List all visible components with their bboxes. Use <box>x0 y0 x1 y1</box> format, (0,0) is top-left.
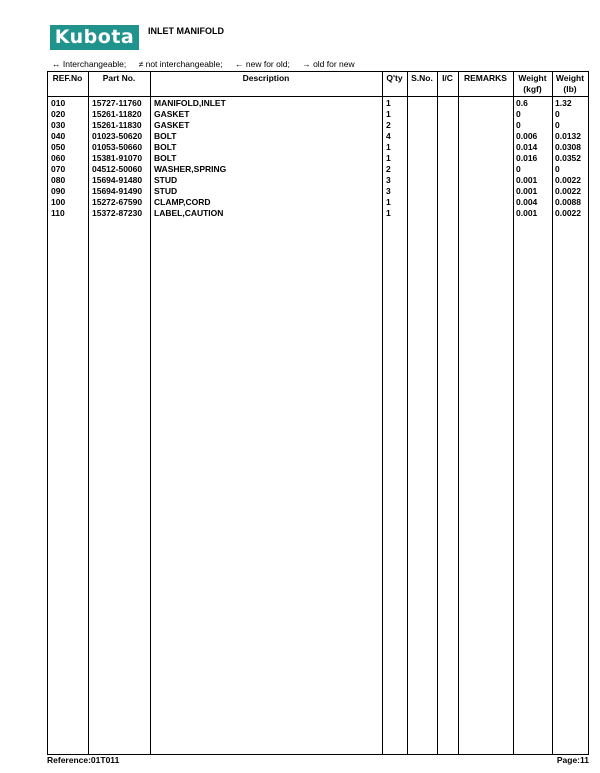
cell-weight-lb: 0 <box>555 120 560 130</box>
cell-weight-lb: 0.0132 <box>555 131 581 141</box>
cell-weight-lb: 0 <box>555 109 560 119</box>
cell-weight-kgf: 0.006 <box>516 131 538 141</box>
cell-qty: 2 <box>386 120 391 130</box>
cell-ref-no: 060 <box>51 153 66 163</box>
cell-description: CLAMP,CORD <box>154 197 211 207</box>
table-row <box>47 131 589 142</box>
cell-weight-kgf: 0.001 <box>516 208 538 218</box>
cell-part-no: 15727-11760 <box>92 98 142 108</box>
header-divider <box>47 96 589 97</box>
parts-table <box>47 71 589 755</box>
table-row <box>47 164 589 175</box>
header-ref-no: REF.No <box>52 73 83 83</box>
cell-weight-kgf: 0.014 <box>516 142 538 152</box>
table-row <box>47 142 589 153</box>
cell-ref-no: 010 <box>51 98 66 108</box>
table-row <box>47 186 589 197</box>
table-row <box>47 109 589 120</box>
cell-ref-no: 080 <box>51 175 66 185</box>
cell-qty: 3 <box>386 186 391 196</box>
cell-description: STUD <box>154 186 178 196</box>
header-qty: Q'ty <box>386 73 403 83</box>
header-part-no: Part No. <box>102 73 136 83</box>
header-description: Description <box>242 73 290 83</box>
cell-part-no: 01053-50660 <box>92 142 143 152</box>
cell-description: BOLT <box>154 153 177 163</box>
cell-weight-kgf: 0 <box>516 109 521 119</box>
table-row <box>47 98 589 109</box>
cell-part-no: 15694-91490 <box>92 186 143 196</box>
legend-old-for-new: → old for new <box>302 59 355 69</box>
cell-description: GASKET <box>154 109 190 119</box>
cell-ref-no: 100 <box>51 197 66 207</box>
legend-interchangeable: ↔ Interchangeable; <box>52 59 127 69</box>
cell-weight-kgf: 0.6 <box>516 98 528 108</box>
header-weight-lb-line2: (lb) <box>563 84 577 94</box>
cell-part-no: 15372-87230 <box>92 208 143 218</box>
header-serial-no: S.No. <box>411 73 433 83</box>
cell-part-no: 15261-11820 <box>92 109 142 119</box>
table-row <box>47 208 589 219</box>
cell-description: BOLT <box>154 142 177 152</box>
kubota-logo: Kubota <box>50 25 139 50</box>
cell-weight-lb: 0.0308 <box>555 142 581 152</box>
cell-qty: 1 <box>386 109 391 119</box>
cell-ref-no: 050 <box>51 142 66 152</box>
table-row <box>47 197 589 208</box>
cell-weight-lb: 0.0352 <box>555 153 581 163</box>
table-row <box>47 120 589 131</box>
interchangeability-legend <box>52 59 365 69</box>
cell-qty: 3 <box>386 175 391 185</box>
cell-part-no: 04512-50060 <box>92 164 143 174</box>
cell-ref-no: 020 <box>51 109 66 119</box>
header-weight-kgf-line1: Weight <box>518 73 547 83</box>
cell-ref-no: 070 <box>51 164 66 174</box>
cell-ref-no: 110 <box>51 208 65 218</box>
cell-part-no: 15694-91480 <box>92 175 143 185</box>
cell-qty: 1 <box>386 153 391 163</box>
cell-description: STUD <box>154 175 178 185</box>
page-title: INLET MANIFOLD <box>148 26 224 36</box>
cell-description: WASHER,SPRING <box>154 164 227 174</box>
header-weight-lb-line1: Weight <box>555 73 585 83</box>
cell-weight-kgf: 0.016 <box>516 153 538 163</box>
cell-part-no: 15261-11830 <box>92 120 142 130</box>
cell-weight-kgf: 0.004 <box>516 197 538 207</box>
cell-ref-no: 030 <box>51 120 66 130</box>
cell-weight-kgf: 0 <box>516 164 521 174</box>
legend-not-interchangeable: ≠ not interchangeable; <box>138 59 223 69</box>
cell-weight-kgf: 0.001 <box>516 175 538 185</box>
table-row <box>47 153 589 164</box>
cell-qty: 1 <box>386 142 391 152</box>
header-remarks: REMARKS <box>464 73 507 83</box>
cell-description: GASKET <box>154 120 190 130</box>
cell-weight-lb: 0.0022 <box>555 175 581 185</box>
cell-weight-lb: 0 <box>555 164 560 174</box>
cell-qty: 1 <box>386 208 391 218</box>
cell-weight-lb: 0.0088 <box>555 197 581 207</box>
cell-description: MANIFOLD,INLET <box>154 98 226 108</box>
cell-part-no: 01023-50620 <box>92 131 143 141</box>
header-weight-kgf <box>513 73 552 95</box>
cell-part-no: 15272-67590 <box>92 197 143 207</box>
cell-weight-lb: 0.0022 <box>555 186 581 196</box>
cell-description: BOLT <box>154 131 177 141</box>
header-weight-lb <box>552 73 588 95</box>
cell-part-no: 15381-91070 <box>92 153 143 163</box>
page-number: Page:11 <box>556 755 589 765</box>
cell-description: LABEL,CAUTION <box>154 208 224 218</box>
cell-qty: 2 <box>386 164 391 174</box>
legend-new-for-old: ← new for old; <box>235 59 290 69</box>
cell-qty: 4 <box>386 131 391 141</box>
cell-qty: 1 <box>386 98 391 108</box>
cell-ref-no: 040 <box>51 131 66 141</box>
cell-qty: 1 <box>386 197 391 207</box>
table-row <box>47 175 589 186</box>
cell-weight-lb: 0.0022 <box>555 208 581 218</box>
cell-weight-kgf: 0 <box>516 120 521 130</box>
cell-ref-no: 090 <box>51 186 66 196</box>
reference-code: Reference:01T011 <box>47 755 120 765</box>
header-weight-kgf-line2: (kgf) <box>523 84 542 94</box>
cell-weight-kgf: 0.001 <box>516 186 538 196</box>
header-ic: I/C <box>442 73 453 83</box>
cell-weight-lb: 1.32 <box>555 98 572 108</box>
